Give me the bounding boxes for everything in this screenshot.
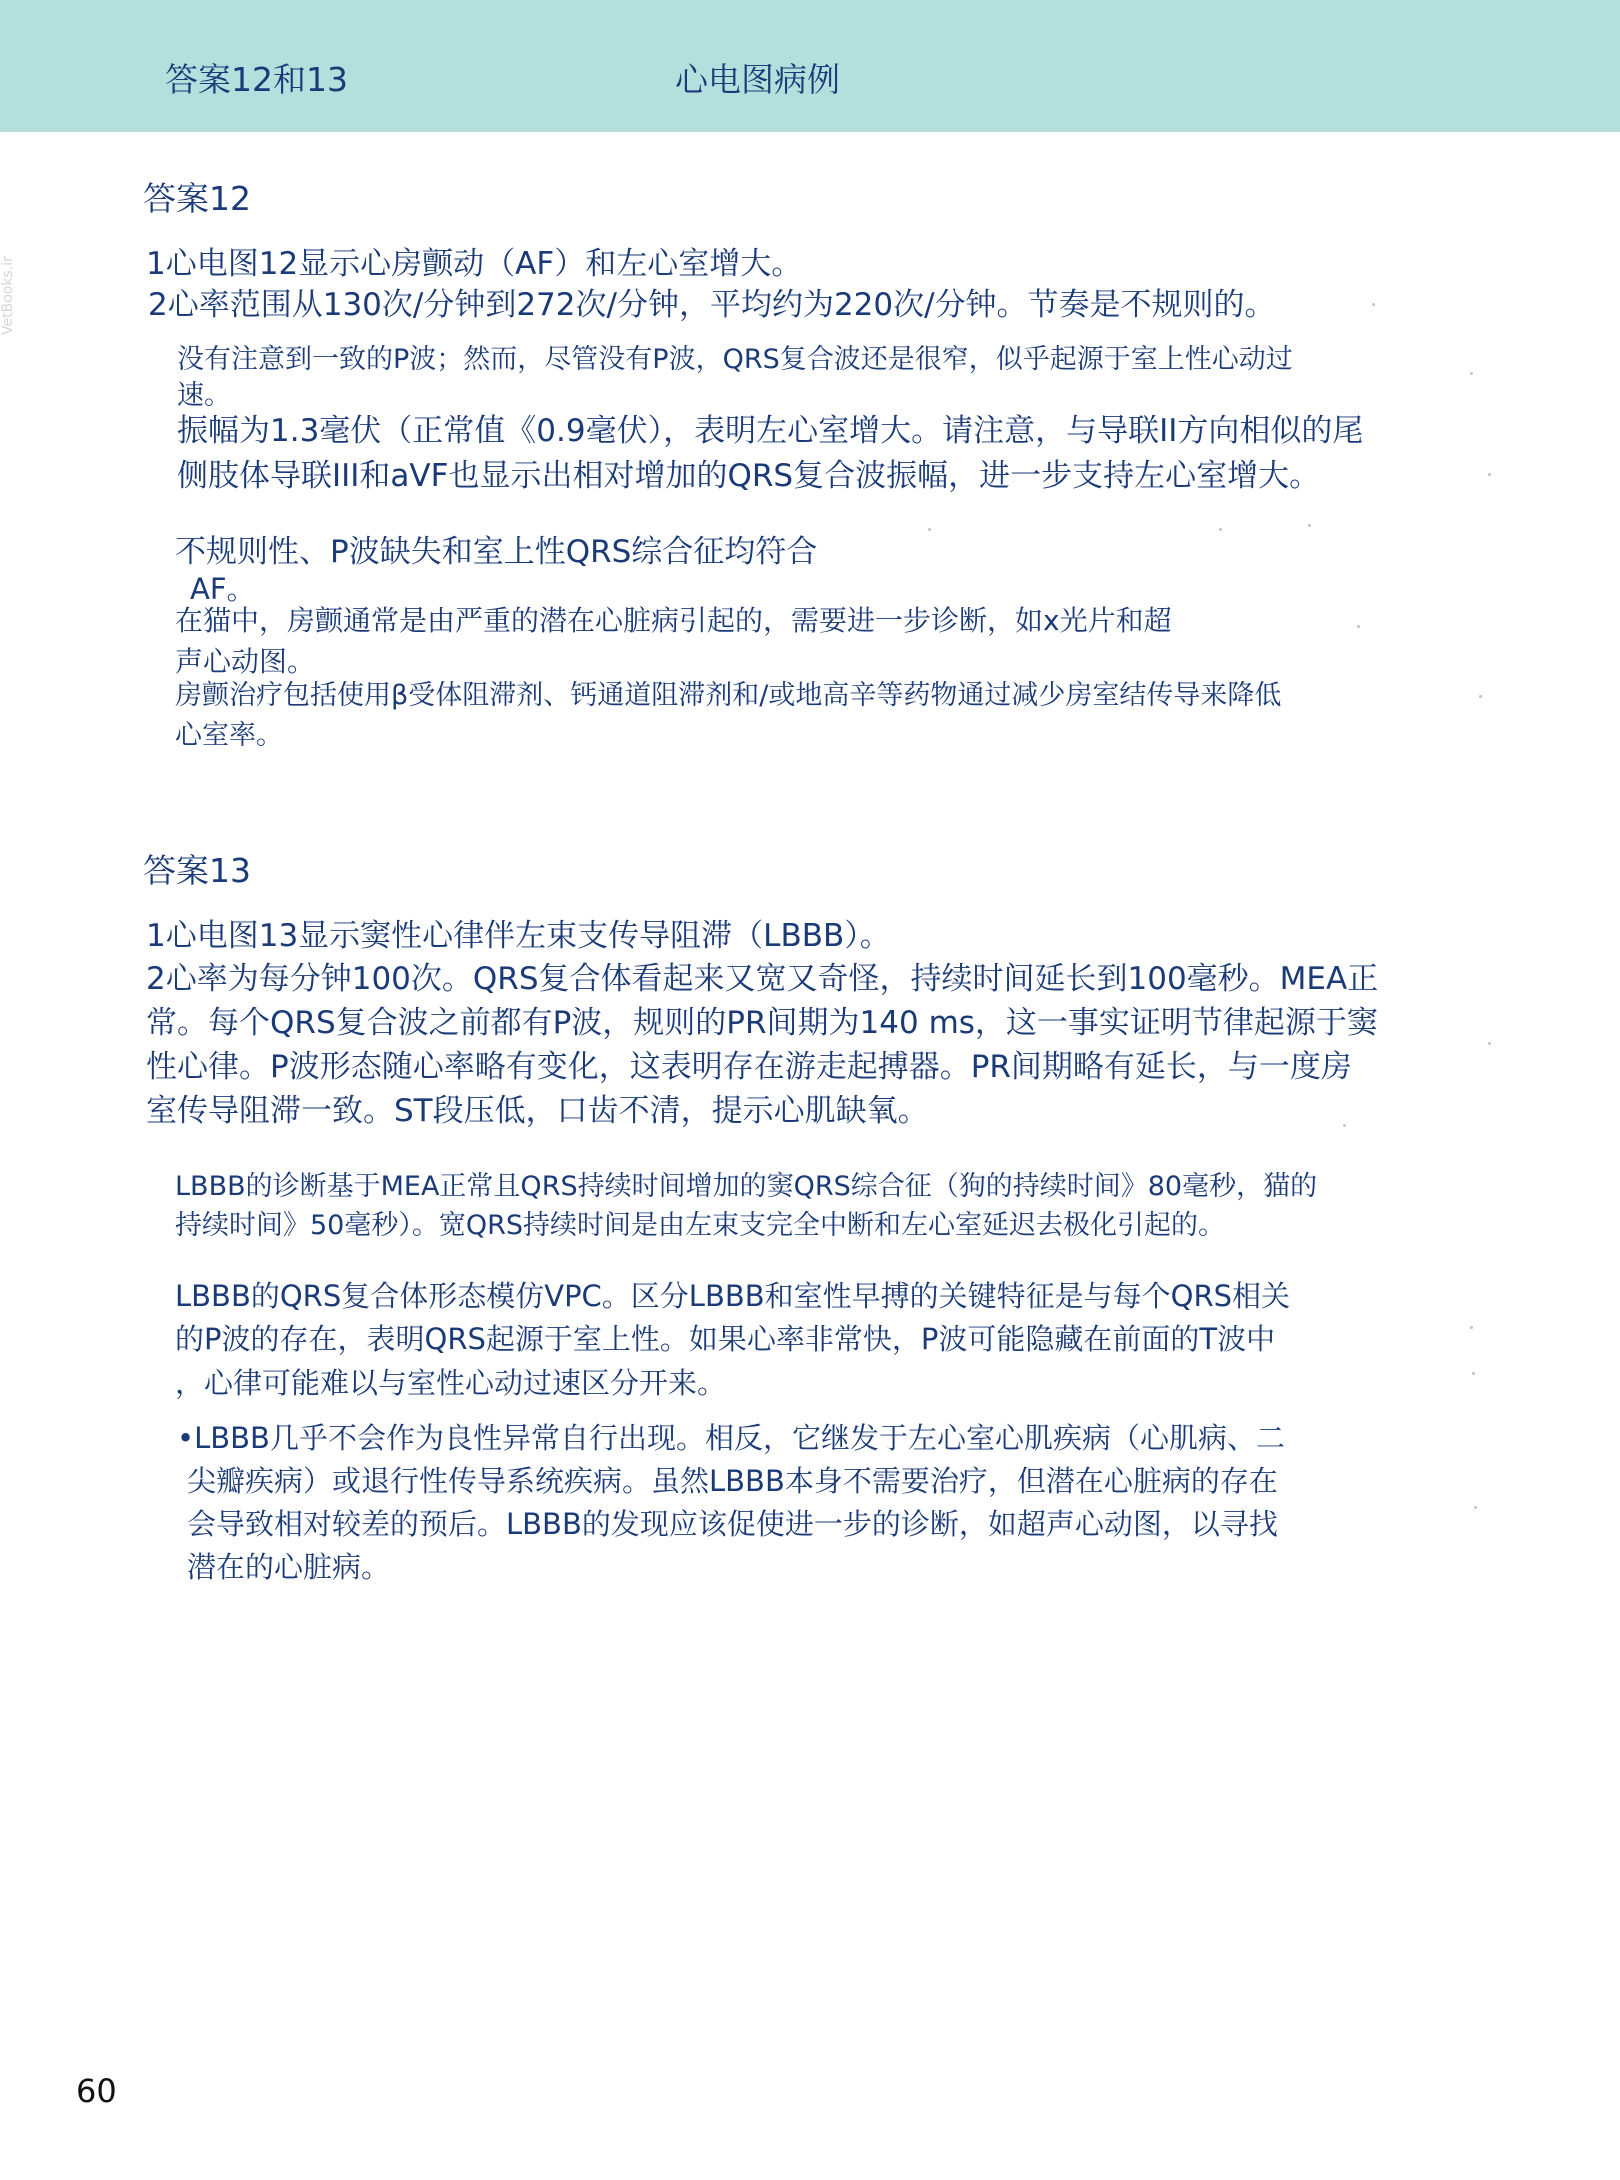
answer12-note-4-line-1: 在猫中，房颤通常是由严重的潜在心脏病引起的，需要进一步诊断，如x光片和超	[175, 604, 1172, 637]
scan-speck	[1472, 1372, 1475, 1375]
watermark: VetBooks.ir	[0, 256, 16, 335]
scan-speck	[1343, 1124, 1346, 1127]
answer13-note-2-line-2: 的P波的存在，表明QRS起源于室上性。如果心率非常快，P波可能隐藏在前面的T波中	[175, 1322, 1276, 1356]
scan-speck	[1357, 625, 1360, 628]
scan-speck	[1488, 473, 1491, 476]
scan-speck	[1372, 303, 1375, 306]
answer12-note-1-line-1: 没有注意到一致的P波；然而，尽管没有P波，QRS复合波还是很窄，似乎起源于室上性心动过	[177, 344, 1293, 375]
scan-speck	[1470, 372, 1473, 375]
answer13-note-3-line-3: 会导致相对较差的预后。LBBB的发现应该促使进一步的诊断，如超声心动图，以寻找	[187, 1507, 1278, 1541]
answer12-note-3-line-2: AF。	[190, 572, 256, 606]
answer13-para-2-line-1: 2心率为每分钟100次。QRS复合体看起来又宽又奇怪，持续时间延长到100毫秒。MEA正	[146, 961, 1379, 997]
scan-speck	[1470, 1326, 1473, 1329]
answer13-para-1: 1心电图13显示窦性心律伴左束支传导阻滞（LBBB）。	[146, 918, 891, 954]
answer13-para-2-line-2: 常。每个QRS复合波之前都有P波，规则的PR间期为140 ms，这一事实证明节律起源于窦	[146, 1005, 1378, 1041]
answer12-para-1: 1心电图12显示心房颤动（AF）和左心室增大。	[146, 246, 803, 282]
answer12-note-2-line-2: 侧肢体导联III和aVF也显示出相对增加的QRS复合波振幅，进一步支持左心室增大。	[177, 458, 1321, 494]
answer13-note-3-line-2: 尖瓣疾病）或退行性传导系统疾病。虽然LBBB本身不需要治疗，但潜在心脏病的存在	[187, 1464, 1278, 1498]
scan-speck	[1219, 528, 1222, 531]
answer12-note-5-line-1: 房颤治疗包括使用β受体阻滞剂、钙通道阻滞剂和/或地高辛等药物通过减少房室结传导来降低	[175, 680, 1282, 711]
answer12-note-2-line-1: 振幅为1.3毫伏（正常值《0.9毫伏），表明左心室增大。请注意，与导联II方向相似的尾	[177, 413, 1364, 449]
scan-speck	[1474, 1506, 1477, 1509]
answer12-para-2: 2心率范围从130次/分钟到272次/分钟，平均约为220次/分钟。节奏是不规则的。	[148, 287, 1276, 323]
answer13-para-2-line-3: 性心律。P波形态随心率略有变化，这表明存在游走起搏器。PR间期略有延长，与一度房	[146, 1049, 1352, 1085]
answer12-note-4-line-2: 声心动图。	[175, 645, 316, 678]
section-heading: 心电图病例	[675, 60, 840, 99]
answer13-note-2-line-3: ，心律可能难以与室性心动过速区分开来。	[175, 1366, 727, 1400]
scan-speck	[1308, 524, 1311, 527]
answer12-note-5-line-2: 心室率。	[175, 720, 283, 751]
chapter-title: 答案12和13	[165, 60, 348, 99]
scan-speck	[928, 528, 931, 531]
scan-speck	[1479, 695, 1482, 698]
page-number: 60	[76, 2072, 117, 2110]
answer12-title: 答案12	[143, 179, 251, 218]
answer12-note-1-line-2: 速。	[177, 380, 231, 411]
answer13-note-3-line-4: 潜在的心脏病。	[187, 1550, 391, 1584]
answer13-note-1-line-2: 持续时间》50毫秒）。宽QRS持续时间是由左束支完全中断和左心室延迟去极化引起的。	[175, 1210, 1226, 1241]
answer13-note-1-line-1: LBBB的诊断基于MEA正常且QRS持续时间增加的窦QRS综合征（狗的持续时间》80毫秒，猫的	[175, 1171, 1318, 1202]
scan-speck	[1488, 1042, 1491, 1045]
answer12-note-3-line-1: 不规则性、P波缺失和室上性QRS综合征均符合	[175, 534, 818, 570]
answer13-note-3-line-1: •LBBB几乎不会作为良性异常自行出现。相反，它继发于左心室心肌疾病（心肌病、二	[177, 1421, 1285, 1455]
answer13-para-2-line-4: 室传导阻滞一致。ST段压低，口齿不清，提示心肌缺氧。	[146, 1093, 929, 1129]
answer13-note-2-line-1: LBBB的QRS复合体形态模仿VPC。区分LBBB和室性早搏的关键特征是与每个QRS相关	[175, 1279, 1291, 1313]
answer13-title: 答案13	[143, 851, 251, 890]
